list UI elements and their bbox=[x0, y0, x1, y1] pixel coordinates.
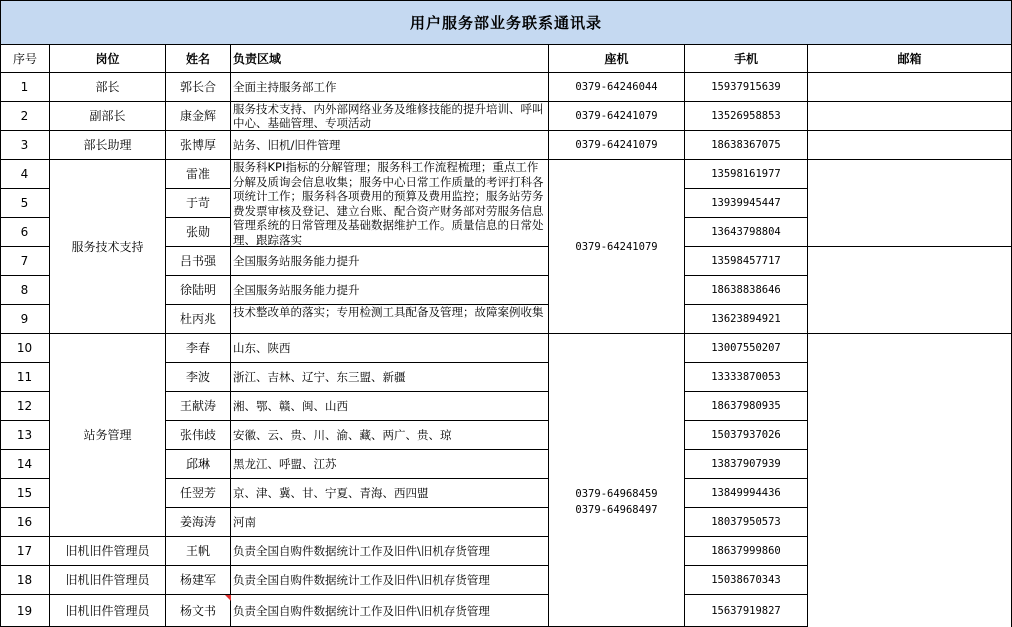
position-deputy-director: 副部长 bbox=[50, 102, 166, 131]
row-8-name: 徐陆明 bbox=[166, 276, 231, 305]
row-6-mobile: 13643798804 bbox=[685, 218, 808, 247]
row-4-mobile: 13598161977 bbox=[685, 160, 808, 189]
row-12-area: 湘、鄂、赣、闽、山西 bbox=[231, 392, 549, 421]
row-8-area: 全国服务站服务能力提升 bbox=[231, 276, 549, 305]
header-name: 姓名 bbox=[166, 45, 231, 73]
row-13-name: 张伟歧 bbox=[166, 421, 231, 450]
row-16-area: 河南 bbox=[231, 508, 549, 537]
header-landline: 座机 bbox=[549, 45, 685, 73]
row-18-seq: 18 bbox=[0, 566, 50, 595]
row-11-name: 李波 bbox=[166, 363, 231, 392]
row-2-mobile: 13526958853 bbox=[685, 102, 808, 131]
row-3-area: 站务、旧机/旧件管理 bbox=[231, 131, 549, 160]
row-19-seq: 19 bbox=[0, 595, 50, 627]
landline-deputy: 0379-64241079 bbox=[549, 102, 685, 131]
landline-director: 0379-64246044 bbox=[549, 73, 685, 102]
header-email: 邮箱 bbox=[808, 45, 1012, 73]
landline-assistant: 0379-64241079 bbox=[549, 131, 685, 160]
position-parts-admin-19: 旧机旧件管理员 bbox=[50, 595, 166, 627]
position-parts-admin-18: 旧机旧件管理员 bbox=[50, 566, 166, 595]
position-tech-support: 服务技术支持 bbox=[50, 160, 166, 334]
row-11-mobile: 13333870053 bbox=[685, 363, 808, 392]
row-18-area: 负责全国自购件数据统计工作及旧件\旧机存货管理 bbox=[231, 566, 549, 595]
row-14-seq: 14 bbox=[0, 450, 50, 479]
row-10-area: 山东、陕西 bbox=[231, 334, 549, 363]
row-12-seq: 12 bbox=[0, 392, 50, 421]
row-2-area: 服务技术支持、内外部网络业务及维修技能的提升培训、呼叫中心、基础管理、专项活动 bbox=[231, 102, 549, 131]
row-10-name: 李春 bbox=[166, 334, 231, 363]
row-4-name: 雷准 bbox=[166, 160, 231, 189]
row-19-mobile: 15637919827 bbox=[685, 595, 808, 627]
rows-7-9-email bbox=[808, 247, 1012, 334]
row-9-mobile: 13623894921 bbox=[685, 305, 808, 334]
row-6-seq: 6 bbox=[0, 218, 50, 247]
row-15-area: 京、津、冀、甘、宁夏、青海、西四盟 bbox=[231, 479, 549, 508]
rows-10-19-email bbox=[808, 334, 1012, 627]
landline-station-2: 0379-64968497 bbox=[575, 504, 658, 516]
row-3-name: 张博厚 bbox=[166, 131, 231, 160]
rows-4-6-email bbox=[808, 160, 1012, 247]
row-8-mobile: 18638838646 bbox=[685, 276, 808, 305]
row-10-mobile: 13007550207 bbox=[685, 334, 808, 363]
row-1-mobile: 15937915639 bbox=[685, 73, 808, 102]
position-station-mgmt: 站务管理 bbox=[50, 334, 166, 537]
row-1-email bbox=[808, 73, 1012, 102]
row-18-name: 杨建军 bbox=[166, 566, 231, 595]
row-1-name: 郭长合 bbox=[166, 73, 231, 102]
row-9-seq: 9 bbox=[0, 305, 50, 334]
header-position: 岗位 bbox=[50, 45, 166, 73]
row-7-name: 吕书强 bbox=[166, 247, 231, 276]
row-13-area: 安徽、云、贵、川、渝、藏、两广、贵、琼 bbox=[231, 421, 549, 450]
row-17-name: 王帆 bbox=[166, 537, 231, 566]
row-11-seq: 11 bbox=[0, 363, 50, 392]
landline-station-mgmt bbox=[549, 334, 685, 627]
row-12-mobile: 18637980935 bbox=[685, 392, 808, 421]
row-16-mobile: 18037950573 bbox=[685, 508, 808, 537]
position-director: 部长 bbox=[50, 73, 166, 102]
row-12-name: 王献涛 bbox=[166, 392, 231, 421]
row-1-seq: 1 bbox=[0, 73, 50, 102]
row-5-seq: 5 bbox=[0, 189, 50, 218]
row-2-seq: 2 bbox=[0, 102, 50, 131]
header-mobile: 手机 bbox=[685, 45, 808, 73]
row-18-mobile: 15038670343 bbox=[685, 566, 808, 595]
row-11-area: 浙江、吉林、辽宁、东三盟、新疆 bbox=[231, 363, 549, 392]
row-7-seq: 7 bbox=[0, 247, 50, 276]
row-16-name: 姜海涛 bbox=[166, 508, 231, 537]
row-7-area: 全国服务站服务能力提升 bbox=[231, 247, 549, 276]
row-14-name: 邱琳 bbox=[166, 450, 231, 479]
position-parts-admin-17: 旧机旧件管理员 bbox=[50, 537, 166, 566]
landline-tech-support: 0379-64241079 bbox=[549, 160, 685, 334]
row-4-6-area: 服务科KPI指标的分解管理；服务科工作流程梳理；重点工作分解及质询会信息收集；服务中心日常工作质量的考评打科各项统计工作；服务科各项费用的预算及费用监控；服务站劳务费发票审核及登记、建立台账、配合资产财务部对劳服务信息管理系统的日常管理及基础数据维护工作。质量信息的日常处理、跟踪落实 bbox=[231, 160, 549, 247]
row-19-area: 负责全国自购件数据统计工作及旧件\旧机存货管理 bbox=[231, 595, 549, 627]
row-6-name: 张勋 bbox=[166, 218, 231, 247]
row-15-seq: 15 bbox=[0, 479, 50, 508]
row-2-email bbox=[808, 102, 1012, 131]
sheet-title: 用户服务部业务联系通讯录 bbox=[0, 0, 1012, 45]
landline-station-1: 0379-64968459 bbox=[575, 488, 658, 500]
row-15-mobile: 13849994436 bbox=[685, 479, 808, 508]
row-19-name: 杨文书 bbox=[166, 595, 231, 627]
row-13-seq: 13 bbox=[0, 421, 50, 450]
row-9-name: 杜丙兆 bbox=[166, 305, 231, 334]
row-14-area: 黑龙江、呼盟、江苏 bbox=[231, 450, 549, 479]
row-16-seq: 16 bbox=[0, 508, 50, 537]
row-3-email bbox=[808, 131, 1012, 160]
row-17-area: 负责全国自购件数据统计工作及旧件\旧机存货管理 bbox=[231, 537, 549, 566]
row-2-name: 康金辉 bbox=[166, 102, 231, 131]
row-17-mobile: 18637999860 bbox=[685, 537, 808, 566]
row-10-seq: 10 bbox=[0, 334, 50, 363]
row-4-seq: 4 bbox=[0, 160, 50, 189]
row-17-seq: 17 bbox=[0, 537, 50, 566]
row-15-name: 任翌芳 bbox=[166, 479, 231, 508]
row-13-mobile: 15037937026 bbox=[685, 421, 808, 450]
row-5-mobile: 13939945447 bbox=[685, 189, 808, 218]
row-7-mobile: 13598457717 bbox=[685, 247, 808, 276]
row-3-mobile: 18638367075 bbox=[685, 131, 808, 160]
header-area: 负责区域 bbox=[231, 45, 549, 73]
row-1-area: 全面主持服务部工作 bbox=[231, 73, 549, 102]
row-8-seq: 8 bbox=[0, 276, 50, 305]
row-3-seq: 3 bbox=[0, 131, 50, 160]
row-9-area: 技术整改单的落实；专用检测工具配备及管理；故障案例收集 bbox=[231, 305, 549, 334]
header-seq: 序号 bbox=[0, 45, 50, 73]
row-5-name: 于苛 bbox=[166, 189, 231, 218]
position-assistant: 部长助理 bbox=[50, 131, 166, 160]
row-14-mobile: 13837907939 bbox=[685, 450, 808, 479]
